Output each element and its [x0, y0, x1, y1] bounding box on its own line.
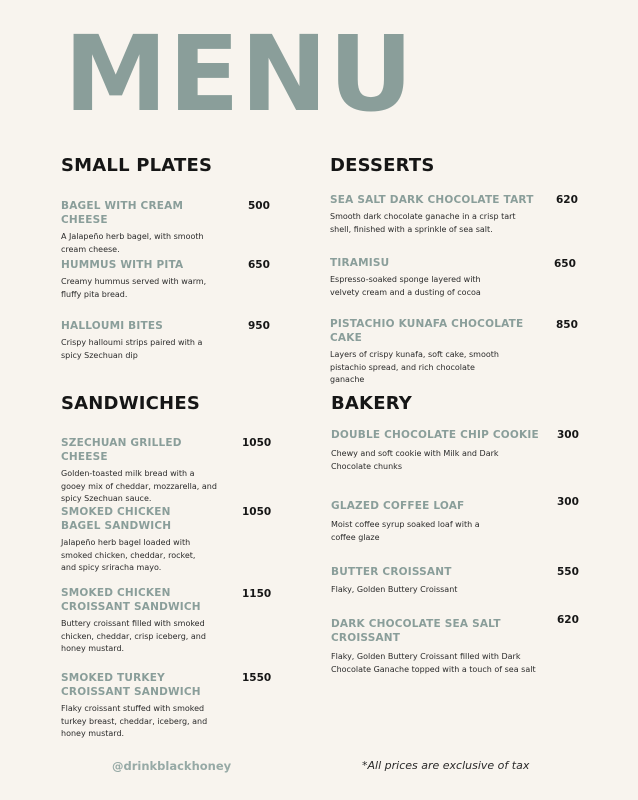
item-name: DARK CHOCOLATE SEA SALT CROISSANT	[331, 618, 501, 644]
item-name: SMOKED TURKEY CROISSANT SANDWICH	[61, 672, 201, 698]
item-price: 1150	[242, 588, 272, 600]
item-description: Espresso-soaked sponge layered with velvety cream and a dusting of cocoa	[330, 275, 481, 297]
item-price: 650	[554, 258, 576, 270]
item-price: 620	[556, 194, 578, 206]
item-description: Golden-toasted milk bread with a gooey mix of cheddar, mozzarella, and spicy Szechuan sauce.	[61, 469, 217, 503]
item-name: SMOKED CHICKEN CROISSANT SANDWICH	[61, 587, 201, 613]
item-price: 950	[248, 320, 270, 332]
item-description: Buttery croissant filled with smoked chicken, cheddar, crisp iceberg, and honey mustard.	[61, 619, 206, 653]
item-name: SEA SALT DARK CHOCOLATE TART	[330, 194, 534, 206]
item-description: Smooth dark chocolate ganache in a crisp tart shell, finished with a sprinkle of sea salt.	[330, 212, 516, 234]
item-description: Flaky croissant stuffed with smoked turkey breast, cheddar, iceberg, and honey mustard.	[61, 704, 208, 738]
item-price: 1550	[242, 672, 272, 684]
item-name: BAGEL WITH CREAM CHEESE	[61, 200, 184, 226]
item-price: 500	[248, 200, 270, 212]
section-title-sandwiches: SANDWICHES	[61, 393, 200, 414]
menu-title: MENU	[64, 13, 415, 135]
item-name: SMOKED CHICKEN BAGEL SANDWICH	[61, 506, 172, 532]
item-price: 1050	[242, 506, 272, 518]
tax-note: *All prices are exclusive of tax	[362, 759, 530, 772]
item-name: HALLOUMI BITES	[61, 320, 163, 332]
item-description: A Jalapeño herb bagel, with smooth cream cheese.	[61, 232, 204, 254]
menu-item	[61, 199, 221, 256]
menu-item	[61, 436, 221, 506]
section-title-bakery: BAKERY	[331, 393, 413, 414]
item-price: 1050	[242, 437, 272, 449]
item-name: DOUBLE CHOCOLATE CHIP COOKIE	[331, 429, 539, 441]
menu-item	[330, 317, 545, 387]
item-name: TIRAMISU	[330, 257, 390, 269]
menu-item	[61, 505, 211, 575]
item-name: PISTACHIO KUNAFA CHOCOLATE CAKE	[330, 318, 524, 344]
section-title-small-plates: SMALL PLATES	[61, 155, 213, 176]
menu-item	[61, 586, 221, 656]
item-description: Creamy hummus served with warm, fluffy pita bread.	[61, 277, 207, 299]
item-price: 620	[557, 614, 579, 626]
item-price: 850	[556, 319, 578, 331]
menu-item	[330, 193, 540, 236]
item-name: SZECHUAN GRILLED CHEESE	[61, 437, 182, 463]
menu-item	[61, 258, 221, 301]
item-description: Layers of crispy kunafa, soft cake, smooth pistachio spread, and rich chocolate ganache	[330, 350, 499, 384]
menu-item	[61, 671, 221, 741]
item-description: Flaky, Golden Buttery Croissant filled with Dark Chocolate Ganache topped with a touch of sea salt	[331, 652, 536, 674]
section-title-desserts: DESSERTS	[330, 155, 435, 176]
item-description: Chewy and soft cookie with Milk and Dark Chocolate chunks	[331, 449, 499, 471]
menu-item	[331, 565, 541, 597]
menu-item	[331, 428, 541, 473]
menu-item	[330, 256, 540, 299]
item-name: BUTTER CROISSANT	[331, 566, 452, 578]
menu-item	[331, 499, 541, 544]
item-name: HUMMUS WITH PITA	[61, 259, 184, 271]
item-price: 300	[557, 496, 579, 508]
item-price: 550	[557, 566, 579, 578]
item-description: Flaky, Golden Buttery Croissant	[331, 585, 458, 594]
item-description: Crispy halloumi strips paired with a spicy Szechuan dip	[61, 338, 203, 360]
item-price: 650	[248, 259, 270, 271]
item-name: GLAZED COFFEE LOAF	[331, 500, 465, 512]
item-price: 300	[557, 429, 579, 441]
menu-item	[331, 617, 551, 676]
item-description: Moist coffee syrup soaked loaf with a coffee glaze	[331, 520, 480, 542]
menu-item	[61, 319, 221, 362]
item-description: Jalapeño herb bagel loaded with smoked chicken, cheddar, rocket, and spicy sriracha mayo.	[61, 538, 196, 572]
social-handle: @drinkblackhoney	[112, 759, 232, 773]
